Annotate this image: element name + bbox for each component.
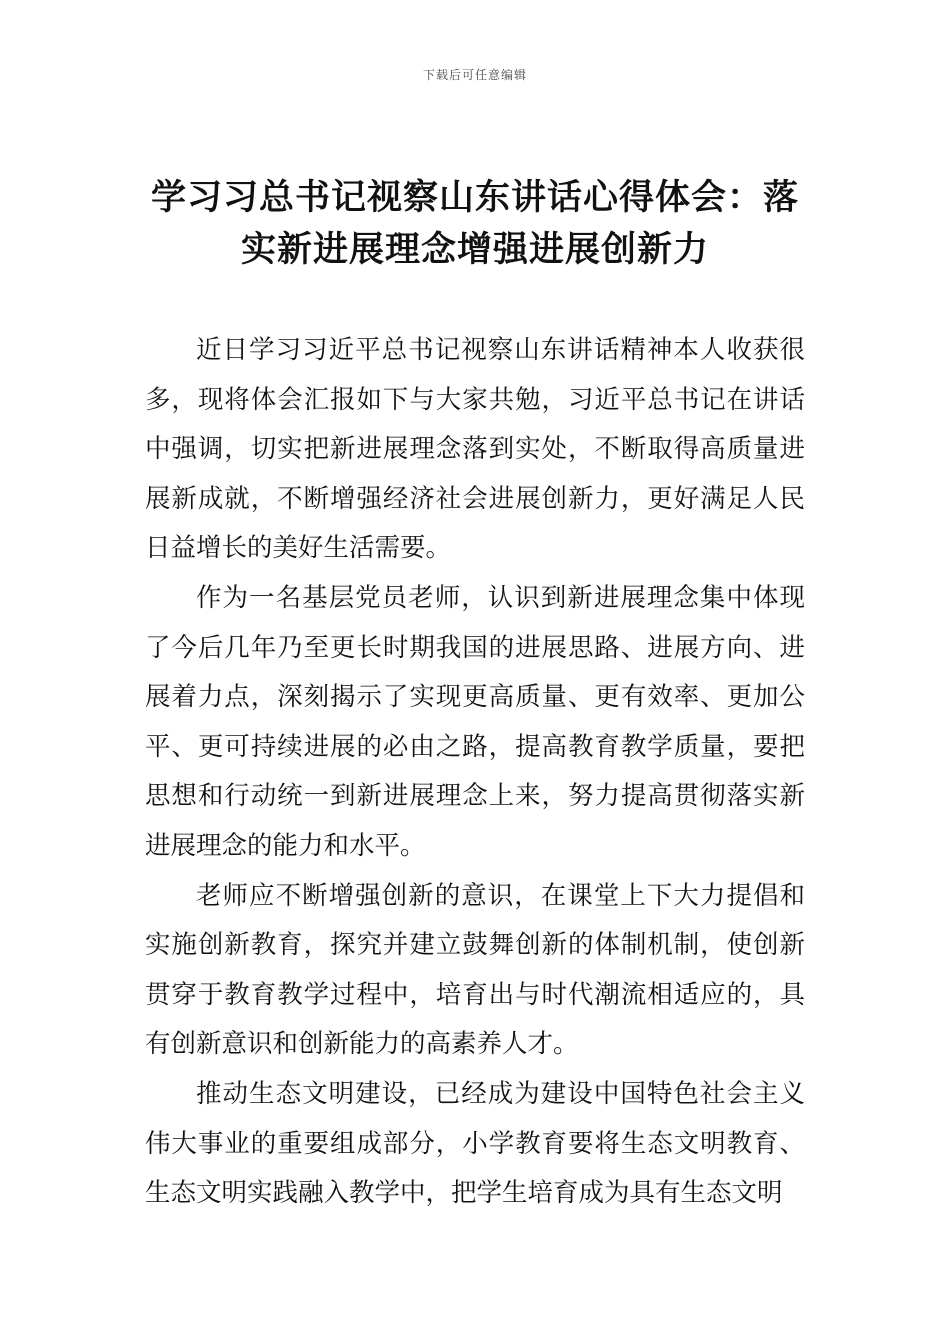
- document-title: 学习习总书记视察山东讲话心得体会：落实新进展理念增强进展创新力: [150, 177, 799, 270]
- paragraph-1: 近日学习习近平总书记视察山东讲话精神本人收获很多，现将体会汇报如下与大家共勉，习近平总书记在讲话中强调，切实把新进展理念落到实处，不断取得高质量进展新成就，不断增强经济社会进展创新力，更好满足人民日益增长的美好生活需要。: [145, 335, 805, 564]
- paragraph-2: 作为一名基层党员老师，认识到新进展理念集中体现了今后几年乃至更长时期我国的进展思路、进展方向、进展着力点，深刻揭示了实现更高质量、更有效率、更加公平、更可持续进展的必由之路，提高教育教学质量，要把思想和行动统一到新进展理念上来，努力提高贯彻落实新进展理念的能力和水平。: [145, 582, 805, 861]
- paragraph-3: 老师应不断增强创新的意识，在课堂上下大力提倡和实施创新教育，探究并建立鼓舞创新的体制机制，使创新贯穿于教育教学过程中，培育出与时代潮流相适应的，具有创新意识和创新能力的高素养人才。: [145, 880, 805, 1060]
- paragraph-4: 推动生态文明建设，已经成为建设中国特色社会主义伟大事业的重要组成部分，小学教育要将生态文明教育、生态文明实践融入教学中，把学生培育成为具有生态文明: [145, 1078, 805, 1209]
- page-header-note: 下载后可任意编辑: [422, 68, 527, 82]
- document-body: [145, 326, 805, 1219]
